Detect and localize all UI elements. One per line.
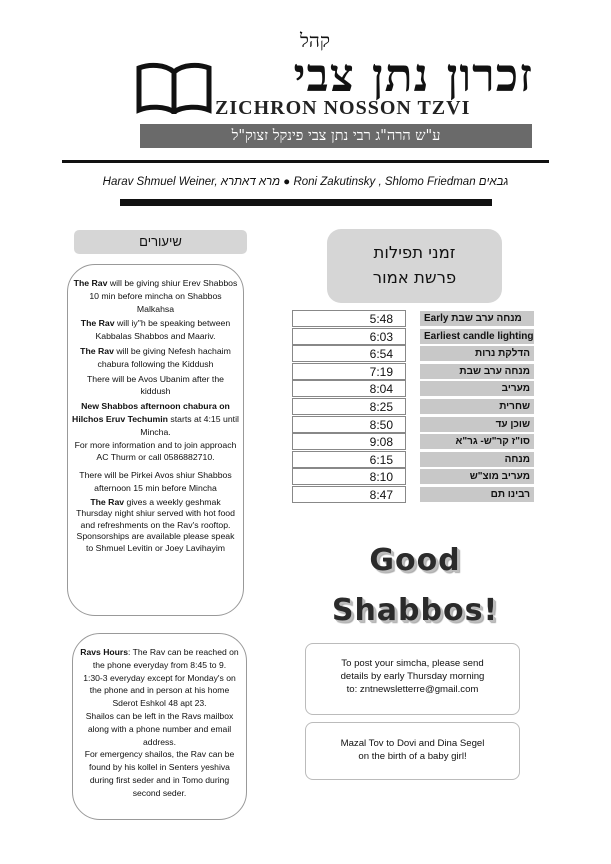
shiur-item: The Rav will be giving Nefesh hachaim chabura following the Kiddush <box>80 345 231 369</box>
zman-time: 8:25 <box>292 398 406 415</box>
zman-label: Early מנחה ערב שבת <box>420 311 534 326</box>
hebrew-shul-name: זכרון נתן צבי <box>293 48 533 102</box>
rav-name: Harav Shmuel Weiner, <box>102 176 221 188</box>
zman-time: 6:15 <box>292 451 406 468</box>
gabbaim-names: Roni Zakutinsky , Shlomo Friedman <box>293 176 479 188</box>
staff-line <box>62 176 549 188</box>
ravs-hours-box <box>72 633 247 820</box>
zmanim-row <box>292 486 538 504</box>
shiur-item: There will be Avos Ubanim after the kiddush <box>87 373 224 397</box>
zman-label: מעריב <box>420 381 534 396</box>
good-shabbos-greeting: Good Shabbos! <box>331 543 499 628</box>
ravs-hours-intro: Ravs Hours: The Rav can be reached on the phone everyday from 8:45 to 9. <box>80 647 239 670</box>
ravs-hours-line: 1:30-3 everyday except for Monday's on the phone and in person at his home Sderot Eshkol 48 apt 23. <box>83 672 236 709</box>
divider-bar <box>120 199 492 206</box>
zmanim-row <box>292 468 538 486</box>
bullet: ● <box>280 176 294 188</box>
zman-time: 8:04 <box>292 380 406 397</box>
rav-title: מרא דאתרא <box>220 176 281 188</box>
newsletter-email[interactable]: to: zntnewsletterre@gmail.com <box>346 684 479 696</box>
shiur-item: There will be Pirkei Avos shiur Shabbos afternoon 15 min before Mincha <box>79 470 232 493</box>
ravs-hours-title: Ravs Hours <box>80 647 129 657</box>
zmanim-row <box>292 380 538 398</box>
zman-time: 6:54 <box>292 345 406 362</box>
zmanim-row <box>292 433 538 451</box>
english-shul-name: ZICHRON NOSSON TZVI <box>215 97 471 119</box>
zman-time: 9:08 <box>292 433 406 450</box>
zmanim-heading <box>327 229 502 303</box>
zman-label: מעריב מוצ"ש <box>420 469 534 484</box>
zmanim-row <box>292 328 538 346</box>
shiur-item: For more information and to join approach AC Thurm or call 0586882710. <box>74 439 237 463</box>
zman-time: 7:19 <box>292 363 406 380</box>
shiurim-heading: שיעורים <box>74 230 247 254</box>
shiur-item: The Rav gives a weekly geshmak Thursday night shiur served with hot food and refreshments on the Rav's rooftop. Sponsorships are available please speak to Shmuel Levitin or Joey Lavihayim <box>76 496 235 553</box>
zmanim-row <box>292 416 538 434</box>
simcha-notice: To post your simcha, please send details by early Thursday morning to: zntnewsletterre@gmail.com <box>305 643 520 715</box>
kehilla-label: קהל <box>300 30 330 52</box>
parsha-name: פרשת אמור <box>372 268 457 287</box>
zman-label: שוכן עד <box>420 417 534 432</box>
mazal-tov-notice: Mazal Tov to Dovi and Dina Segel on the birth of a baby girl! <box>305 722 520 780</box>
zman-label: מנחה ערב שבת <box>420 364 534 379</box>
divider-line <box>62 160 549 163</box>
zman-time: 8:10 <box>292 468 406 485</box>
zman-label: הדלקת נרות <box>420 346 534 361</box>
ravs-hours-line: For emergency shailos, the Rav can be found by his kollel in Senters yeshiva during first seder and in Tomo during second seder. <box>84 749 235 798</box>
zmanim-row <box>292 398 538 416</box>
shiur-item: The Rav will be giving shiur Erev Shabbos 10 min before mincha on Shabbos Malkahsa <box>73 278 238 314</box>
zmanim-row <box>292 345 538 363</box>
zmanim-title: זמני תפילות <box>373 243 456 262</box>
zman-label: Earliest candle lighting <box>420 329 534 344</box>
zmanim-row <box>292 310 538 328</box>
zman-time: 6:03 <box>292 328 406 345</box>
shiurim-box <box>67 264 244 616</box>
gabbaim-title: גבאים <box>478 176 509 188</box>
open-book-logo-icon <box>135 58 213 114</box>
shiur-item: The Rav will iy"h be speaking between Kabbalas Shabbos and Maariv. <box>80 318 231 342</box>
memorial-banner: ע"ש הרה"ג רבי נתן צבי פינקל זצוק"ל <box>140 124 532 148</box>
ravs-hours-line: Shailos can be left in the Ravs mailbox along with a phone number and email address. <box>85 710 234 747</box>
zmanim-row <box>292 451 538 469</box>
zman-label: מנחה <box>420 452 534 467</box>
zman-label: שחרית <box>420 399 534 414</box>
zman-time: 8:50 <box>292 416 406 433</box>
zman-time: 5:48 <box>292 310 406 327</box>
zman-label: רבינו תם <box>420 487 534 502</box>
zman-time: 8:47 <box>292 486 406 503</box>
shiur-item: New Shabbos afternoon chabura on Hilchos Eruv Techumin starts at 4:15 until Mincha. <box>72 401 239 437</box>
zman-label: סו"ז קר"ש- גר"א <box>420 434 534 449</box>
zmanim-row <box>292 363 538 381</box>
zmanim-table <box>292 310 538 504</box>
